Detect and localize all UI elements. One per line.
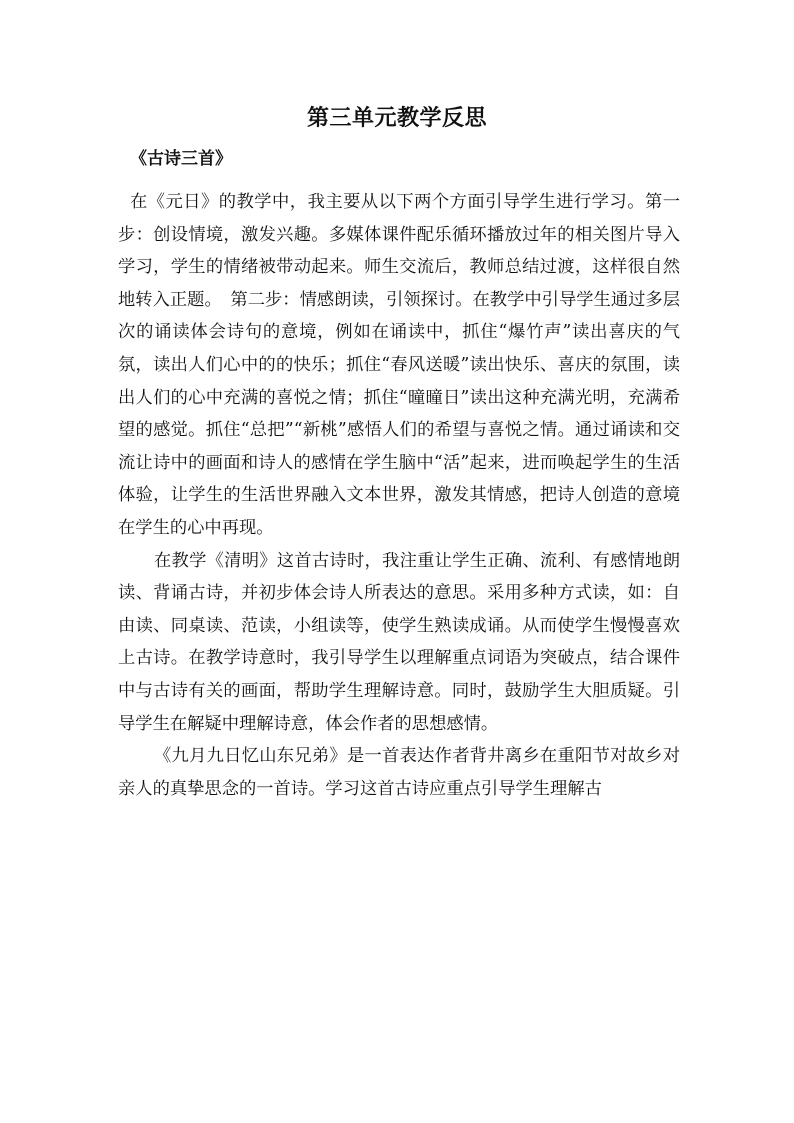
document-body	[118, 186, 680, 805]
section-heading: 《古诗三首》	[130, 149, 232, 169]
paragraph-yuanri: 在《元日》的教学中，我主要从以下两个方面引导学生进行学习。第一步：创设情境，激发兴趣。多媒体课件配乐循环播放过年的相关图片导入学习，学生的情绪被带动起来。师生交流后，教师总结过渡，这样很自然地转入正题。 第二步：情感朗读，引领探讨。在教学中引导学生通过多层次的诵读体会诗句的意境，例如在诵读中，抓住“爆竹声”读出喜庆的气氛，读出人们心中的的快乐；抓住“春风送暖”读出快乐、喜庆的氛围，读出人们的心中充满的喜悦之情；抓住“曈曈日”读出这种充满光明，充满希望的感觉。抓住“总把”“新桃”感悟人们的希望与喜悦之情。通过诵读和交流让诗中的画面和诗人的感情在学生脑中“活”起来，进而唤起学生的生活体验，让学生的生活世界融入文本世界，激发其情感，把诗人创造的意境在学生的心中再现。	[118, 192, 680, 538]
paragraph-qingming: 在教学《清明》这首古诗时，我注重让学生正确、流利、有感情地朗读、背诵古诗，并初步体会诗人所表达的意思。采用多种方式读，如：自由读、同桌读、范读，小组读等，使学生熟读成诵。从而使学生慢慢喜欢上古诗。在教学诗意时，我引导学生以理解重点词语为突破点，结合课件中与古诗有关的画面，帮助学生理解诗意。同时，鼓励学生大胆质疑。引导学生在解疑中理解诗意，体会作者的思想感情。	[118, 550, 680, 734]
document-title: 第三单元教学反思	[306, 105, 487, 131]
paragraph-jiuyue: 《九月九日忆山东兄弟》是一首表达作者背井离乡在重阳节对故乡对亲人的真挚思念的一首诗。学习这首古诗应重点引导学生理解古	[118, 746, 680, 799]
